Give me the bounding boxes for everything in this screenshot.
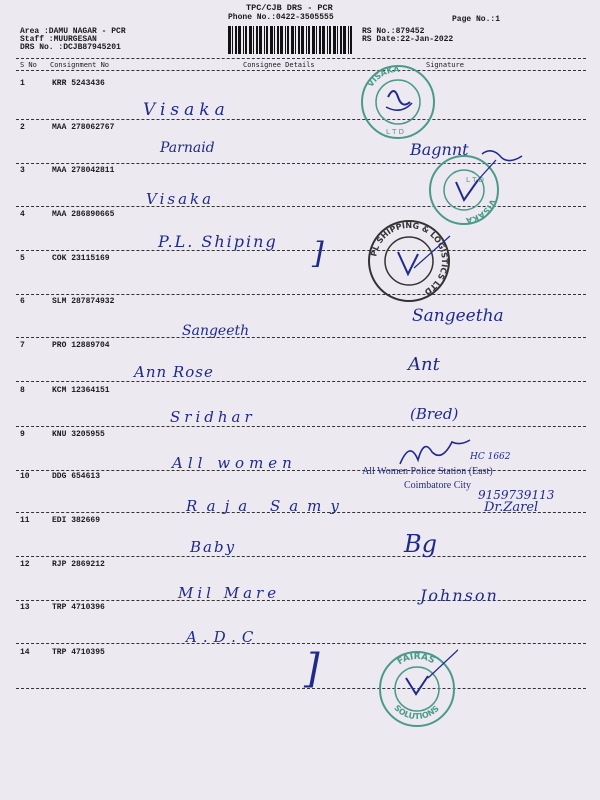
row-number: 2 [20,123,25,132]
row-divider [16,600,586,601]
row-number: 7 [20,341,25,350]
row-divider [16,688,586,689]
consignment-number: COK 23115169 [52,254,110,263]
consignee-handwriting: P.L. Shiping [158,232,278,251]
consignee-handwriting: Visaka [146,190,215,208]
consignment-number: SLM 287874932 [52,297,115,306]
consignment-number: TRP 4710395 [52,648,105,657]
consignee-handwriting: Mil Mare [178,584,281,602]
consignment-number: KRR 5243436 [52,79,105,88]
barcode [228,26,352,54]
row-number: 4 [20,210,25,219]
consignment-number: EDI 382669 [52,516,101,525]
row-number: 1 [20,79,25,88]
page-number: Page No.:1 [452,15,501,24]
signature-scrawl [404,140,524,170]
consignee-handwriting: Parnaid [160,140,215,156]
signature-handwriting: 9159739113 [478,488,555,502]
document-title: TPC/CJB DRS - PCR [246,3,333,13]
bracket-mark: ] [312,236,324,271]
row-divider [16,556,586,557]
consignment-number: PRO 12889704 [52,341,110,350]
row-number: 6 [20,297,25,306]
signature-handwriting: Sangeetha [412,306,504,326]
stamp-text: L T D [466,176,485,184]
row-number: 10 [20,472,30,481]
consignee-handwriting: All women [172,454,297,472]
phone-number: Phone No.:0422-3505555 [228,13,334,22]
row-number: 13 [20,603,30,612]
police-stamp-line: All Women Police Station (East) [362,466,493,477]
row-number: 12 [20,560,30,569]
consignment-number: RJP 2869212 [52,560,105,569]
drs-number: DRS No. :DCJB87945201 [20,43,121,52]
stamp-text: VISAKA [365,64,400,89]
signature-handwriting: (Bred) [410,405,459,423]
consignment-number: DDG 654613 [52,472,101,481]
row-divider [16,470,586,471]
consignee-handwriting: A.D.C [186,628,260,646]
rs-date: RS Date:22-Jan-2022 [362,35,454,44]
row-number: 5 [20,254,25,263]
consignee-handwriting: Visaka [143,100,230,120]
col-signature: Signature [426,61,464,69]
row-number: 8 [20,386,25,395]
consignment-number: KNU 3205955 [52,430,105,439]
police-signature-scrawl [396,436,476,470]
police-signature: Dr.Zarel [484,500,539,515]
row-divider [16,119,586,120]
police-code: HC 1662 [470,452,511,462]
signature-handwriting: Ant [408,354,440,375]
police-stamp-line: Coimbatore City [404,480,471,491]
consignment-number: KCM 12364151 [52,386,110,395]
consignment-number: TRP 4710396 [52,603,105,612]
company-stamp [366,218,452,304]
row-number: 3 [20,166,25,175]
consignee-handwriting: Ann Rose [134,363,214,381]
divider [16,70,586,71]
consignee-handwriting: Sangeeth [182,323,250,339]
consignment-number: MAA 286890665 [52,210,115,219]
row-number: 11 [20,516,30,525]
stamp-text: VISAKA [465,197,498,226]
row-number: 9 [20,430,25,439]
signature-handwriting: Bagnnt [410,140,469,159]
row-divider [16,426,586,427]
stamp-text: L T D [386,128,405,136]
stamp-text: SOLUTIONS [392,703,441,722]
consignee-handwriting: Raja Samy [186,497,348,515]
consignee-handwriting: Baby [190,538,237,556]
signature-handwriting: Bg [404,530,437,558]
consignment-number: MAA 278062767 [52,123,115,132]
row-divider [16,250,586,251]
signature-handwriting: Johnson [420,586,499,605]
col-consignee: Consignee Details [243,61,315,69]
company-stamp [376,648,458,730]
bracket-mark: ] [304,646,320,692]
svg-text:SOLUTIONS [392,703,441,721]
rs-number: RS No.:879452 [362,27,425,36]
staff-field: Staff :MUURGESAN [20,35,97,44]
stamp-text: PL SHIPPING & LOGISTICS LTD [369,220,450,297]
col-sno: S No [20,61,37,69]
row-number: 14 [20,648,30,657]
row-divider [16,643,586,644]
company-stamp [358,62,438,142]
col-consignment: Consignment No [50,61,110,69]
row-divider [16,294,586,295]
area-field: Area :DAMU NAGAR - PCR [20,27,126,36]
consignee-handwriting: Sridhar [170,408,256,426]
row-divider [16,337,586,338]
divider [16,58,586,59]
stamp-text: FAIRAS [395,651,437,668]
consignment-number: MAA 278042811 [52,166,115,175]
row-divider [16,381,586,382]
